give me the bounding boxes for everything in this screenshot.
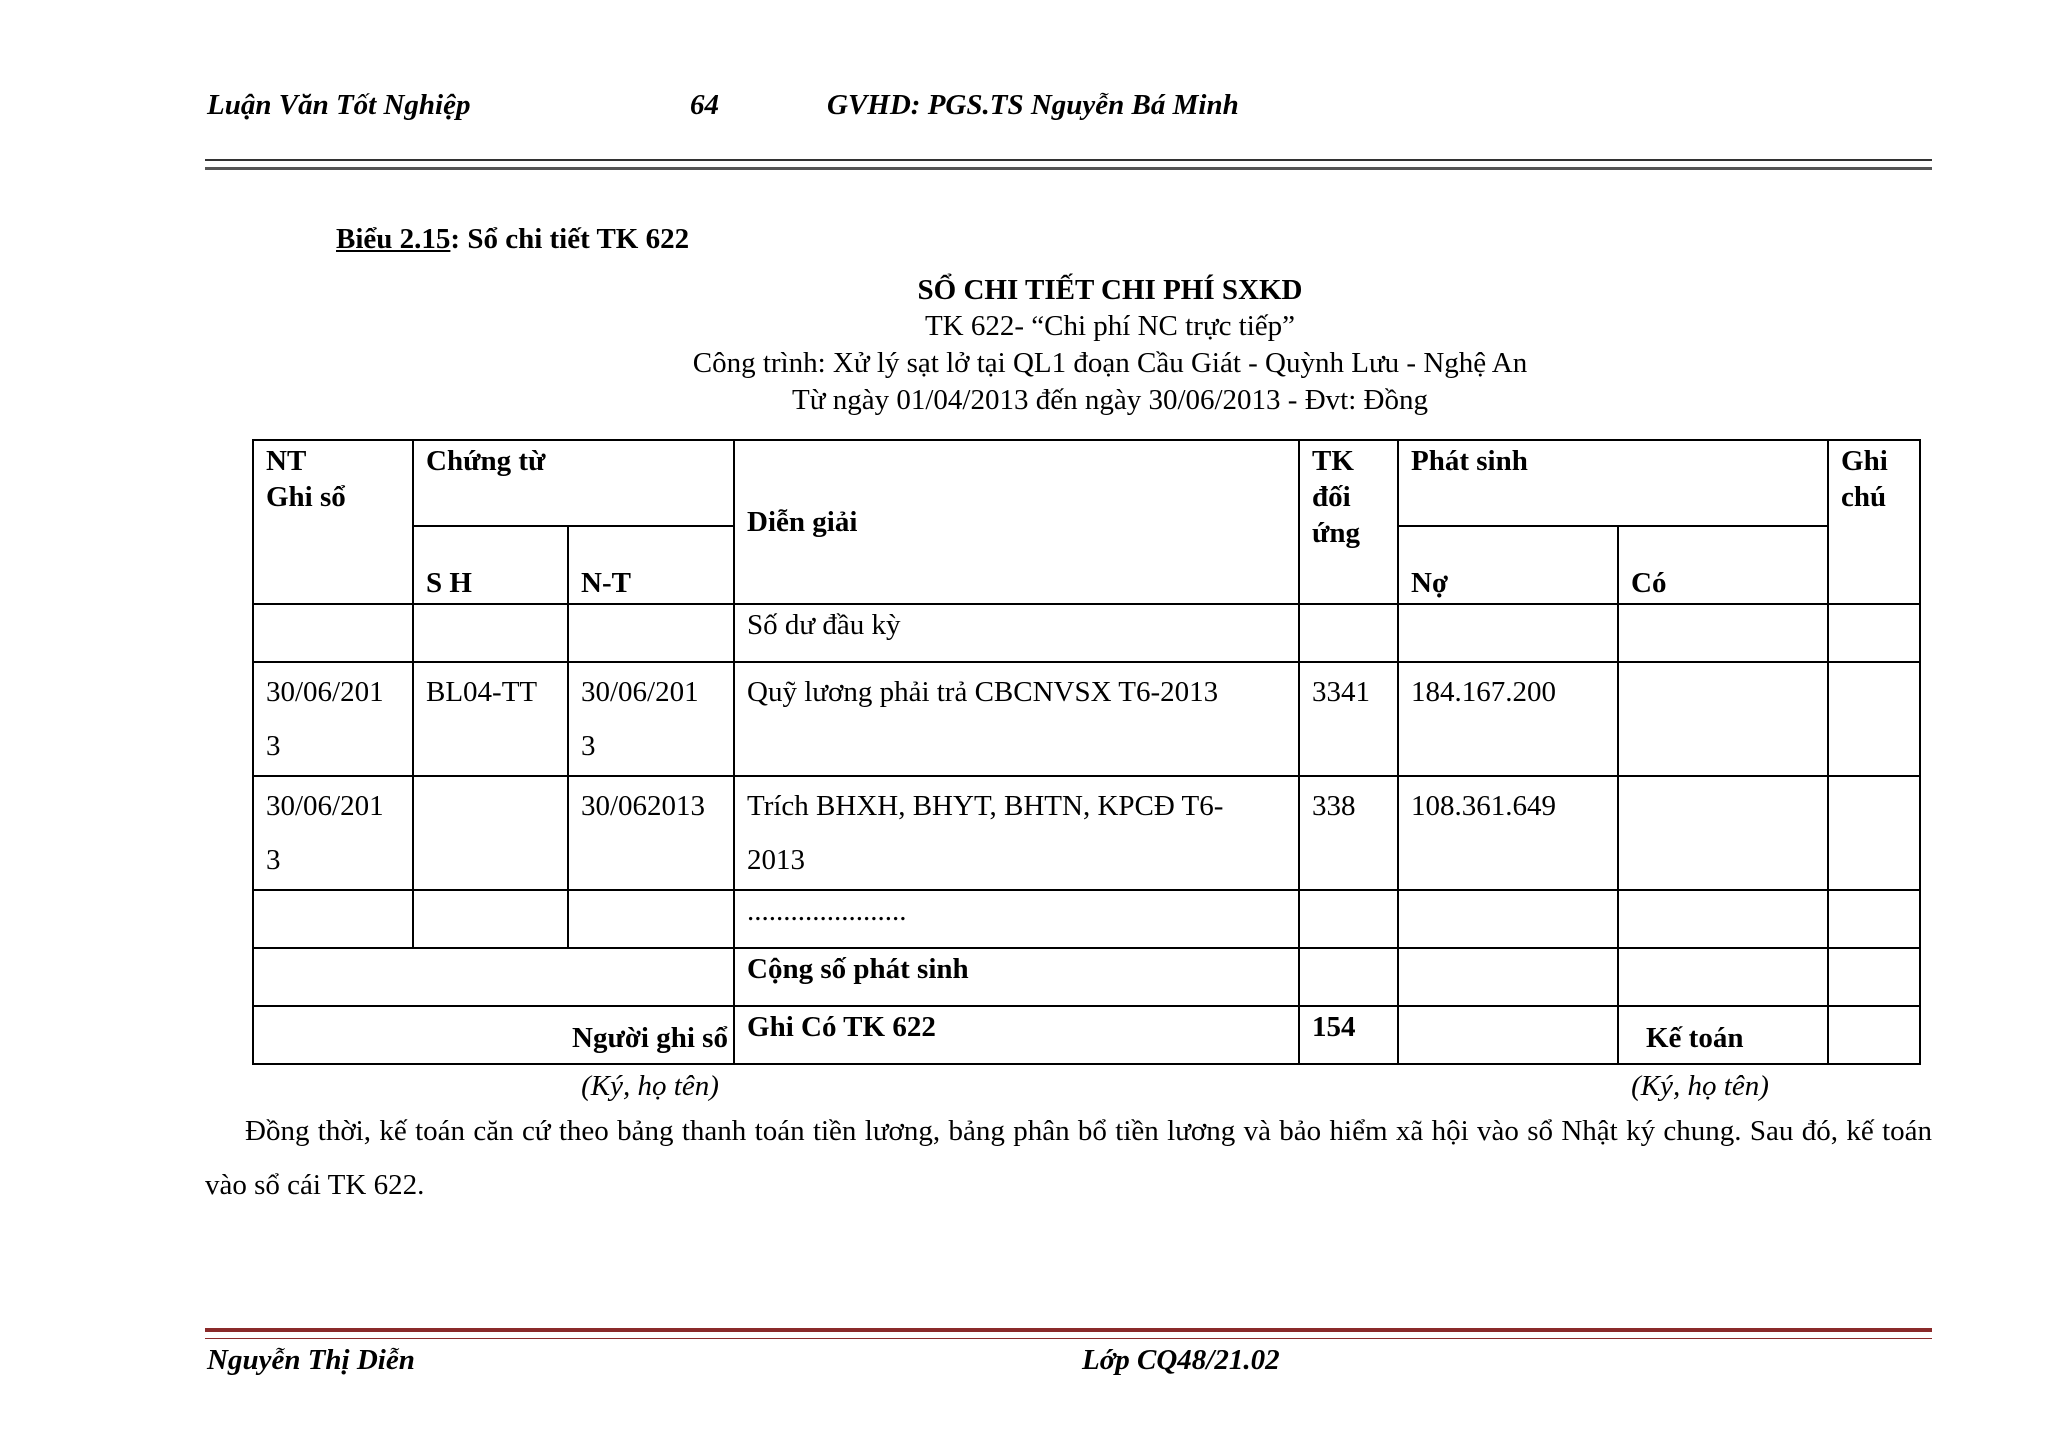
cell-debit: 184.167.200: [1398, 662, 1618, 776]
ledger-table: [252, 439, 1921, 1065]
table-row: [253, 776, 1920, 890]
col-header-voucher-date: N-T: [568, 526, 734, 604]
col-header-amount: Phát sinh: [1398, 440, 1828, 526]
header-page-number: 64: [690, 89, 719, 121]
cell-note: [1828, 662, 1920, 776]
credit-contra-account: 154: [1299, 1006, 1398, 1064]
figure-caption-text: : Sổ chi tiết TK 622: [450, 223, 690, 255]
cell-date: 30/06/201 3: [253, 776, 413, 890]
figure-caption: [336, 222, 689, 256]
signature-recorder: [500, 1020, 800, 1104]
col-header-voucher-number: S H: [413, 526, 568, 604]
col-header-date: NT Ghi sổ: [253, 440, 413, 604]
signature-accountant-sub: (Ký, họ tên): [1631, 1070, 1769, 1102]
body-paragraph: Đồng thời, kế toán căn cứ theo bảng thanh toán tiền lương, bảng phân bổ tiền lương và bảo hiểm xã hội vào sổ Nhật ký chung. Sau đó, kế toán vào sổ cái TK 622.: [205, 1115, 1932, 1201]
ledger-title: SỔ CHI TIẾT CHI PHÍ SXKD: [917, 274, 1303, 306]
signature-accountant: [1570, 1020, 1830, 1104]
header-supervisor: GVHD: PGS.TS Nguyễn Bá Minh: [827, 89, 1239, 121]
header-rule: [205, 159, 1932, 170]
cell-voucher-date: 30/06/201 3: [568, 662, 734, 776]
col-header-credit: Có: [1618, 526, 1828, 604]
col-header-contra-account: TK đối ứng: [1299, 440, 1398, 604]
table-row: [253, 662, 1920, 776]
table-header-row: [253, 440, 1920, 526]
cell-description: Trích BHXH, BHYT, BHTN, KPCĐ T6- 2013: [734, 776, 1299, 890]
col-header-description: Diễn giải: [734, 440, 1299, 604]
cell-credit: [1618, 662, 1828, 776]
signature-recorder-title: Người ghi sổ: [572, 1022, 728, 1054]
cell-description: Quỹ lương phải trả CBCNVSX T6-2013: [734, 662, 1299, 776]
header-thesis-title: Luận Văn Tốt Nghiệp: [207, 89, 471, 121]
cell-voucher-number: BL04-TT: [413, 662, 568, 776]
total-label: Cộng số phát sinh: [734, 948, 1299, 1006]
table-row-ellipsis: [253, 890, 1920, 948]
signature-accountant-title: Kế toán: [1646, 1022, 1744, 1054]
footer-rule: [205, 1328, 1932, 1339]
signature-recorder-sub: (Ký, họ tên): [581, 1070, 719, 1102]
table-row-opening: [253, 604, 1920, 662]
cell-contra-account: 3341: [1299, 662, 1398, 776]
ledger-period: Từ ngày 01/04/2013 đến ngày 30/06/2013 - Đvt: Đồng: [792, 384, 1428, 416]
col-header-note: Ghi chú: [1828, 440, 1920, 604]
cell-contra-account: 338: [1299, 776, 1398, 890]
cell-date: 30/06/201 3: [253, 662, 413, 776]
ledger-project: Công trình: Xử lý sạt lở tại QL1 đoạn Cầu Giát - Quỳnh Lưu - Nghệ An: [692, 347, 1528, 379]
figure-label: Biểu 2.15: [336, 223, 451, 255]
cell-note: [1828, 776, 1920, 890]
cell-voucher-date: 30/062013: [568, 776, 734, 890]
cell-debit: 108.361.649: [1398, 776, 1618, 890]
footer-author: Nguyễn Thị Diễn: [207, 1344, 415, 1376]
opening-balance-label: Số dư đầu kỳ: [734, 604, 1299, 662]
col-header-debit: Nợ: [1398, 526, 1618, 604]
cell-voucher-number: [413, 776, 568, 890]
cell-credit: [1618, 776, 1828, 890]
cell-ellipsis: ......................: [734, 890, 1299, 948]
ledger-account: TK 622- “Chi phí NC trực tiếp”: [924, 310, 1296, 342]
table-row-total: [253, 948, 1920, 1006]
col-header-voucher: Chứng từ: [413, 440, 734, 526]
credit-label: Ghi Có TK 622: [734, 1006, 1299, 1064]
footer-class: Lớp CQ48/21.02: [1082, 1344, 1280, 1376]
